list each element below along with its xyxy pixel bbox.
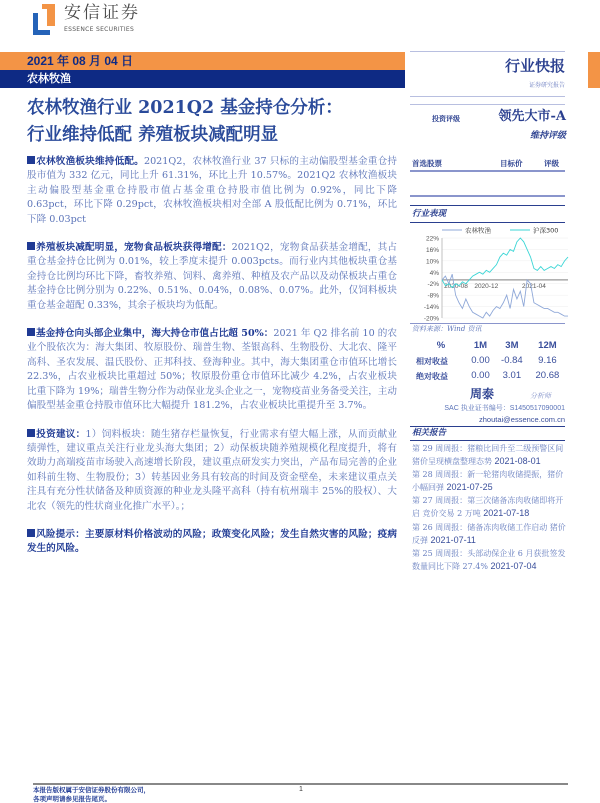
divider [410, 51, 565, 52]
paragraph-heading: 风险提示：主要原材料价格波动的风险；政策变化风险；发生自然灾害的风险；疫病发生的风险。 [27, 528, 397, 555]
logo-subtext: ESSENCE SECURITIES [64, 26, 135, 33]
returns-table [416, 338, 566, 383]
report-subtitle: 证券研究报告 [528, 82, 565, 89]
bullet-square-icon [27, 328, 35, 336]
y-tick-label: -8% [427, 292, 439, 300]
summary-paragraph [27, 327, 397, 413]
x-tick-label: 2020-12 [474, 282, 499, 290]
bullet-square-icon [27, 429, 35, 437]
divider [410, 195, 565, 197]
page-number: 1 [299, 786, 303, 793]
report-text: 第 25 周周报：头部动保企业 6 月获批签发数量同比下降 27.4% [412, 548, 566, 571]
report-date: 2021-07-18 [483, 508, 530, 519]
rating-value: 领先大市-A [498, 109, 566, 124]
footer-disclaimer: 各项声明请参见报告尾页。 [33, 795, 111, 803]
y-tick-label: 22% [425, 235, 439, 243]
related-report-item[interactable] [412, 442, 567, 468]
report-body [27, 155, 397, 571]
y-tick-label: 4% [429, 269, 439, 277]
legend-label: 农林牧渔 [465, 226, 491, 235]
divider [410, 426, 565, 427]
td: 0.00 [471, 369, 490, 381]
sector-label: 农林牧渔 [27, 72, 71, 85]
summary-paragraph [27, 155, 397, 227]
paragraph-text: 2021Q2，农林牧渔行业 37 只标的主动偏股型基金重仓持股市值为 332 亿元，同比上升 61.31%，环比上升 10.57%。2021Q2 农林牧渔板块主动偏股型基金重仓持股市值占基金重仓持股市值比例为 0.92%，同比下降 0.63pct，环比下降 0.29pct，农林牧渔板块相对全部 A 股低配比例为 0.71%，环比下降 0.03pct [27, 156, 397, 225]
risk-paragraph [27, 528, 397, 557]
performance-title: 行业表现 [412, 209, 447, 219]
analyst-sac: SAC 执业证书编号：S1450517090001 [444, 405, 565, 412]
paragraph-heading: 基金持仓向头部企业集中，海大持仓市值占比超 50%： [36, 328, 274, 340]
summary-paragraph [27, 241, 397, 313]
analyst-role: 分析师 [530, 392, 551, 400]
y-tick-label: 10% [425, 258, 439, 266]
y-tick-label: 16% [425, 246, 439, 254]
bullet-square-icon [27, 242, 35, 250]
report-type: 行业快报 [504, 57, 565, 75]
table-row [416, 353, 566, 368]
divider [410, 96, 565, 97]
footer-copyright: 本报告版权属于安信证券股份有限公司， [33, 786, 150, 794]
table-row [416, 368, 566, 383]
table-header-row [416, 338, 566, 353]
td: 0.00 [471, 354, 490, 366]
rating-change: 维持评级 [529, 131, 566, 141]
report-text: 第 27 周周报：第三次储备冻肉收储即将开启 竞价交易 2 万吨 [412, 496, 564, 519]
report-date: 2021-07-11 [430, 534, 476, 545]
y-tick-label: -14% [423, 304, 439, 312]
report-text: 第 29 周周报：猪粮比回升至二级预警区间 猪价呈现横盘整理态势 [412, 444, 564, 467]
related-title: 相关报告 [412, 428, 447, 438]
logo-text: 安信证券 [64, 3, 140, 23]
divider [410, 205, 565, 206]
divider [410, 323, 565, 324]
paragraph-text: 2021Q2，宠物食品获基金增配，其占重仓基金持仓比例为 0.01%，较上季度末提升 0.003pcts。而行业内其他板块重仓基金持仓比例均环比下降，畜牧养殖、饲料、禽养殖、种植及农产品以及动保板块占重仓基金持仓比例分别为 0.22%、0.51%、0.04%，0.08%、0.07%。此外，仅饲料板块重仓基金超配 0.33%，其余子板块均为低配。 [27, 242, 397, 311]
divider [410, 440, 565, 441]
page-title-line2: 行业维持低配 养殖板块减配明显 [27, 125, 279, 145]
right-band [588, 52, 600, 88]
y-tick-label: -20% [423, 315, 439, 322]
divider [410, 170, 565, 172]
analyst-email[interactable]: zhoutai@essence.com.cn [479, 415, 565, 424]
report-date: 2021-07-04 [490, 560, 537, 571]
col-stock: 首选股票 [412, 159, 442, 168]
stocks-header [412, 159, 565, 169]
related-report-item[interactable] [412, 547, 567, 573]
related-report-item[interactable] [412, 521, 567, 547]
td: 3.01 [502, 369, 522, 381]
th: 3M [505, 339, 519, 351]
related-reports [412, 442, 567, 573]
x-tick-label: 2020-08 [444, 282, 468, 290]
report-date: 2021-07-25 [446, 482, 493, 493]
bullet-square-icon [27, 156, 35, 164]
report-date: 2021 年 08 月 04 日 [27, 54, 134, 68]
page-title-line1: 农林牧渔行业 2021Q2 基金持仓分析： [27, 98, 343, 118]
paragraph-text: 1）饲料板块：随生猪存栏量恢复，行业需求有望大幅上涨，从而贡献业绩弹性，建议重点关注行业龙头海大集团；2）动保板块随养殖规模化程度提升，将有效助力高端疫苗市场驶入高速增长阶段，建议重点研发实力突出，产品布局完善的企业如科前生物、生物股份；3）转基因业务具有较高的时间及资金壁垒，未来建议重点关注具有充分性状储备及种质资源的种业龙头隆平高科（持有杭州瑞丰 25%的股权）、大北农（领先的性状商业化推广水平）。； [27, 428, 397, 512]
logo-icon [33, 4, 55, 35]
td: 9.16 [538, 354, 557, 366]
related-report-item[interactable] [412, 468, 567, 494]
th: 12M [538, 339, 557, 351]
paragraph-text: 2021 年 Q2 排名前 10 的农业个股依次为：海大集团、牧原股份、瑞普生物、荃银高科、生物股份、大北农、隆平高科、圣农发展、温氏股份、正邦科技、登海种业。其中，海大集团重仓市值环比增长 22.3%，占农业板块比重超过 50%；牧原股份重仓市值环比减少 4.2%，占农业板块比重下降为 19%；瑞普生物分作为动保业龙头企业之一，宠物疫苗业务备受关注，主动偏股型基金重仓持股市值环比大幅提升 181.2%，占农业板块比重提升至 3.7%。 [27, 328, 397, 412]
report-text: 第 28 周周报：新一轮猪肉收储提振，猪价小幅回弹 [412, 470, 564, 493]
td: 20.68 [535, 369, 560, 381]
y-tick-label: -2% [427, 281, 439, 289]
col-target: 目标价 [500, 159, 523, 168]
footer-divider [33, 783, 568, 785]
summary-paragraph [27, 428, 397, 514]
chart-source: 资料来源：Wind 资讯 [412, 325, 482, 333]
col-rating: 评级 [544, 159, 559, 168]
rating-label: 投资评级 [432, 114, 460, 123]
paragraph-heading: 投资建议： [36, 428, 86, 440]
report-date: 2021-08-01 [494, 456, 541, 467]
paragraph-heading: 农林牧渔板块维持低配。 [36, 156, 144, 167]
th: % [436, 339, 446, 351]
td: 绝对收益 [416, 370, 448, 381]
performance-chart [410, 222, 570, 322]
divider [410, 104, 565, 105]
related-report-item[interactable] [412, 494, 567, 520]
report-text: 第 26 周周报：储备冻肉收储工作启动 猪价反弹 [412, 522, 566, 545]
bullet-square-icon [27, 529, 35, 537]
x-tick-label: 2021-04 [522, 282, 546, 290]
paragraph-heading: 养殖板块减配明显，宠物食品板块获得增配： [36, 242, 232, 254]
analyst-name: 周泰 [470, 387, 495, 401]
legend-label: 沪深300 [533, 226, 559, 235]
td: 相对收益 [416, 355, 448, 366]
series-line-agri [442, 274, 568, 318]
td: -0.84 [501, 354, 523, 366]
th: 1M [473, 339, 488, 351]
